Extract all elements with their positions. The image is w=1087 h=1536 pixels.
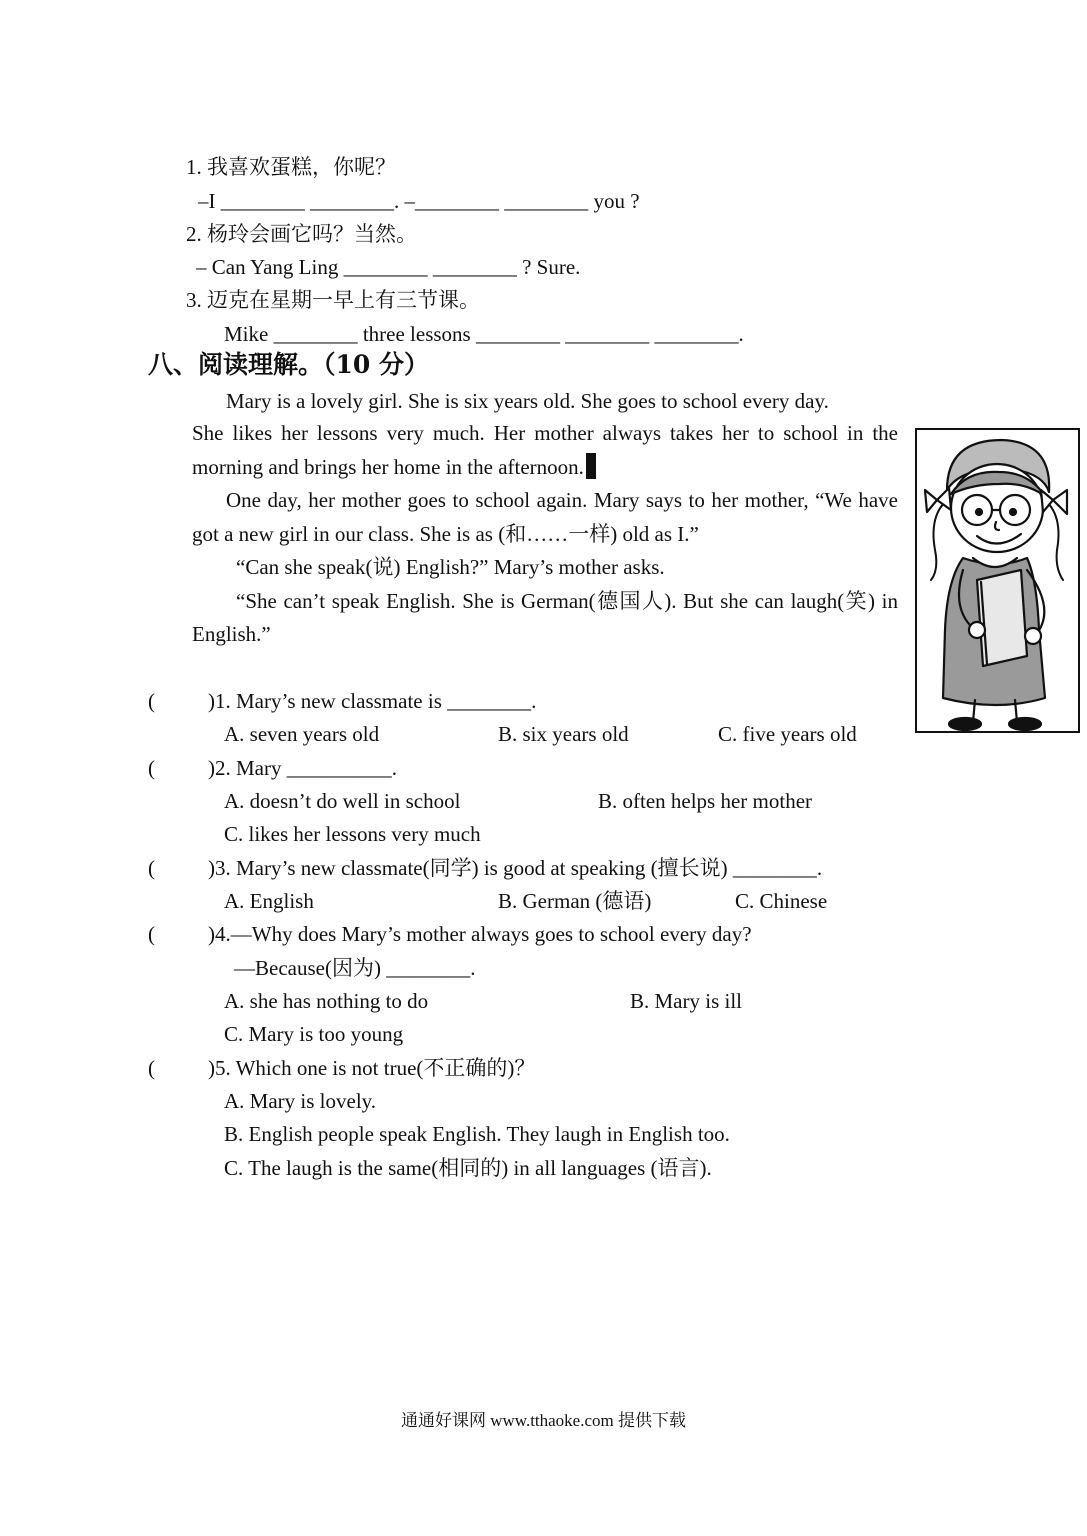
question-1-option-b[interactable]: B. six years old xyxy=(498,722,629,746)
answer-bracket-q4[interactable]: ( xyxy=(148,922,155,946)
passage-paragraph-4: “She can’t speak English. She is German(德国人). But she can laugh(笑) in English.” xyxy=(192,588,898,646)
page-footer: 通通好课网 www.tthaoke.com 提供下载 xyxy=(400,1411,687,1430)
passage-body xyxy=(192,417,898,652)
question-2-option-c[interactable]: C. likes her lessons very much xyxy=(224,822,481,846)
translation-q2-chinese: 2. 杨玲会画它吗？当然。 xyxy=(186,222,417,246)
question-4-option-a[interactable]: A. she has nothing to do xyxy=(224,989,429,1013)
passage-paragraph-2: One day, her mother goes to school again. Mary says to her mother, “We have got a new girl in our class. She is as (和……一样) old as I.” xyxy=(192,488,898,546)
question-3-option-b[interactable]: B. German (德语) xyxy=(498,889,652,913)
question-2-option-a[interactable]: A. doesn’t do well in school xyxy=(224,789,461,813)
question-5-option-c[interactable]: C. The laugh is the same(相同的) in all languages (语言). xyxy=(224,1156,712,1180)
question-1-option-a[interactable]: A. seven years old xyxy=(224,722,380,746)
question-2-option-b[interactable]: B. often helps her mother xyxy=(598,789,813,813)
question-4-option-b[interactable]: B. Mary is ill xyxy=(630,989,743,1013)
answer-bracket-q1[interactable]: ( xyxy=(148,689,155,713)
question-4-stem: )4.—Why does Mary’s mother always goes to school every day? xyxy=(208,922,752,946)
passage-paragraph-1-rest: She likes her lessons very much. Her mother always takes her to school in the morning and brings her home in the afternoon. xyxy=(192,421,898,479)
question-4-option-c[interactable]: C. Mary is too young xyxy=(224,1022,404,1046)
girl-illustration xyxy=(915,428,1080,733)
question-5-option-b[interactable]: B. English people speak English. They laugh in English too. xyxy=(224,1122,730,1146)
question-1-option-c[interactable]: C. five years old xyxy=(718,722,857,746)
question-3-option-a[interactable]: A. English xyxy=(224,889,314,913)
passage-paragraph-3: “Can she speak(说) English?” Mary’s mother asks. xyxy=(236,555,665,579)
answer-bracket-q3[interactable]: ( xyxy=(148,856,155,880)
text-cursor xyxy=(586,453,596,479)
translation-q2-english: – Can Yang Ling ________ ________ ? Sure. xyxy=(196,255,581,279)
translation-q3-chinese: 3. 迈克在星期一早上有三节课。 xyxy=(186,288,480,312)
answer-bracket-q5[interactable]: ( xyxy=(148,1056,155,1080)
girl-drawing xyxy=(917,430,1078,731)
question-3-stem: )3. Mary’s new classmate(同学) is good at speaking (擅长说) ________. xyxy=(208,856,823,880)
translation-q3-english: Mike ________ three lessons ________ ________ ________. xyxy=(224,322,744,346)
question-5-option-a[interactable]: A. Mary is lovely. xyxy=(224,1089,377,1113)
question-5-stem: )5. Which one is not true(不正确的)？ xyxy=(208,1056,536,1080)
section-heading: 八、阅读理解。（10 分） xyxy=(148,350,429,379)
question-3-option-c[interactable]: C. Chinese xyxy=(735,889,828,913)
passage-line-1: Mary is a lovely girl. She is six years old. She goes to school every day. xyxy=(226,389,829,413)
answer-bracket-q2[interactable]: ( xyxy=(148,756,155,780)
question-2-stem: )2. Mary __________. xyxy=(208,756,397,780)
translation-q1-chinese: 1. 我喜欢蛋糕，你呢？ xyxy=(186,155,396,179)
question-4-stem-answer: —Because(因为) ________. xyxy=(234,956,476,980)
translation-q1-english: –I ________ ________. –________ ________ you ? xyxy=(198,189,640,213)
question-1-stem: )1. Mary’s new classmate is ________. xyxy=(208,689,537,713)
